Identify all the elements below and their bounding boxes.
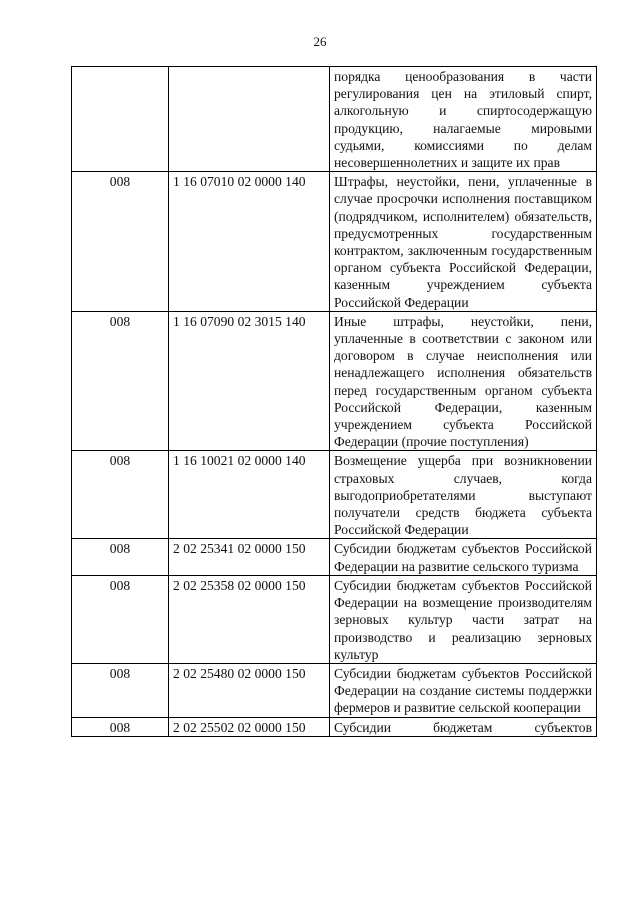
- administrator-code-cell: 008: [72, 663, 169, 717]
- revenue-description-cell: Субсидии бюджетам субъектов Российской Федерации на развитие сельского туризма: [330, 539, 597, 575]
- budget-classification-code-cell: 2 02 25502 02 0000 150: [169, 717, 330, 736]
- administrator-code-cell: 008: [72, 539, 169, 575]
- table-row: [72, 311, 597, 451]
- budget-classification-code-cell: 1 16 07090 02 3015 140: [169, 311, 330, 451]
- revenue-description-cell: порядка ценообразования в части регулирования цен на этиловый спирт, алкогольную и спиртосодержащую продукцию, налагаемые мировыми судьями, комиссиями по делам несовершеннолетних и защите их прав: [330, 67, 597, 172]
- administrator-code-cell: [72, 67, 169, 172]
- budget-classification-code-cell: 1 16 07010 02 0000 140: [169, 172, 330, 312]
- administrator-code-cell: 008: [72, 575, 169, 663]
- table-row: [72, 717, 597, 736]
- table-row: [72, 575, 597, 663]
- revenue-description-cell: Возмещение ущерба при возникновении страховых случаев, когда выгодоприобретателями выступают получатели средств бюджета субъекта Российской Федерации: [330, 451, 597, 539]
- revenue-description-cell: Иные штрафы, неустойки, пени, уплаченные в соответствии с законом или договором в случае неисполнения или ненадлежащего исполнения обязательств перед государственным органом субъекта Российской Федерации, казенным учреждением субъекта Российской Федерации (прочие поступления): [330, 311, 597, 451]
- table-row: [72, 451, 597, 539]
- table-row: [72, 172, 597, 312]
- budget-classification-code-cell: 2 02 25480 02 0000 150: [169, 663, 330, 717]
- table-row: [72, 67, 597, 172]
- table-row: [72, 663, 597, 717]
- budget-classification-code-cell: 2 02 25341 02 0000 150: [169, 539, 330, 575]
- revenue-description-cell: Субсидии бюджетам субъектов Российской Федерации на создание системы поддержки фермеров и развитие сельской кооперации: [330, 663, 597, 717]
- page-number: 26: [313, 34, 327, 49]
- budget-classification-code-cell: [169, 67, 330, 172]
- table-row: [72, 539, 597, 575]
- administrator-code-cell: 008: [72, 172, 169, 312]
- administrator-code-cell: 008: [72, 311, 169, 451]
- budget-classification-code-cell: 2 02 25358 02 0000 150: [169, 575, 330, 663]
- revenue-description-cell: Субсидии бюджетам субъектов Российской Федерации на возмещение производителям зерновых культур части затрат на производство и реализацию зерновых культур: [330, 575, 597, 663]
- revenue-description-cell: Штрафы, неустойки, пени, уплаченные в случае просрочки исполнения поставщиком (подрядчиком, исполнителем) обязательств, предусмотренных государственным контрактом, заключенным государственным органом субъекта Российской Федерации, казенным учреждением субъекта Российской Федерации: [330, 172, 597, 312]
- revenue-description-cell: Субсидии бюджетам субъектов: [330, 717, 597, 736]
- budget-classification-code-cell: 1 16 10021 02 0000 140: [169, 451, 330, 539]
- administrator-code-cell: 008: [72, 451, 169, 539]
- revenue-classification-table: [71, 66, 597, 737]
- administrator-code-cell: 008: [72, 717, 169, 736]
